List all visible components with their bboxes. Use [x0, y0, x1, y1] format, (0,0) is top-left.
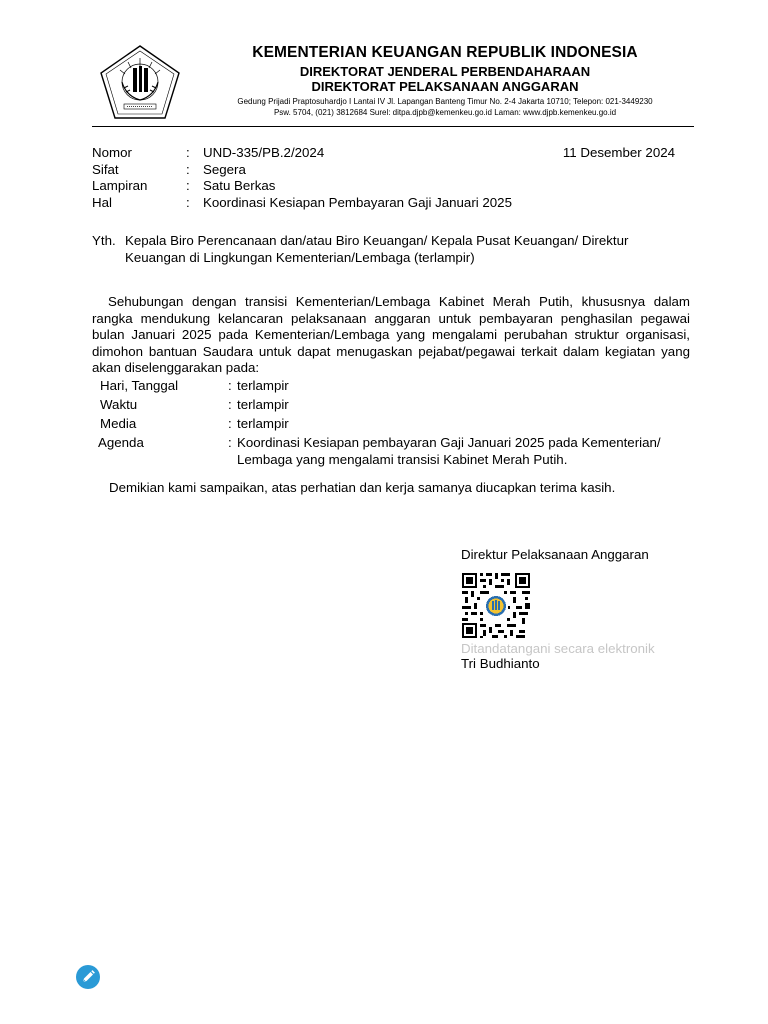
detail-row-time [100, 397, 695, 416]
detail-row-date [100, 378, 695, 397]
meta-label: Hal [92, 194, 112, 210]
detail-value: Koordinasi Kesiapan pembayaran Gaji Januari 2025 pada Kementerian/ [237, 435, 661, 450]
directorate-name: DIREKTORAT PELAKSANAAN ANGGARAN [311, 79, 579, 94]
ministry-emblem-icon [98, 44, 182, 120]
recipient-line-2: Keuangan di Lingkungan Kementerian/Lembaga (terlampir) [125, 249, 475, 265]
detail-colon: : [228, 416, 232, 431]
meta-colon: : [186, 161, 190, 177]
body-paragraph [92, 294, 690, 377]
detail-label: Waktu [100, 397, 138, 412]
event-details [100, 378, 695, 469]
meta-colon: : [186, 194, 190, 210]
qr-code-icon [461, 572, 531, 639]
meta-value: UND-335/PB.2/2024 [203, 145, 325, 160]
meta-label: Nomor [92, 145, 132, 160]
address-line-2: Psw. 5704, (021) 3812684 Surel: ditpa.djpb@kemenkeu.go.id Laman: www.djpb.kemenkeu.go.id [273, 108, 617, 117]
detail-label: Agenda [98, 435, 144, 450]
recipient-label: Yth. [92, 233, 116, 248]
body-line: dimohon bantuan Saudara untuk dapat menugaskan pejabat/pegawai terkait dalam kegiatan yang [92, 343, 690, 359]
signatory-name: Tri Budhianto [461, 656, 540, 671]
body-line: akan diselenggarakan pada: [92, 360, 260, 375]
detail-colon: : [228, 378, 232, 393]
edit-fab-button[interactable] [76, 965, 100, 989]
detail-label: Hari, Tanggal [100, 378, 179, 393]
meta-value: Segera [203, 161, 246, 177]
signatory-title: Direktur Pelaksanaan Anggaran [461, 547, 649, 562]
meta-label: Lampiran [92, 178, 148, 193]
meta-row-nature [92, 162, 682, 179]
letter-date: 11 Desember 2024 [562, 145, 675, 160]
detail-row-media [100, 416, 695, 435]
detail-label: Media [100, 416, 137, 431]
meta-label: Sifat [92, 161, 119, 177]
letterhead [190, 44, 700, 118]
edit-pen-icon [76, 965, 100, 989]
closing-sentence: Demikian kami sampaikan, atas perhatian dan kerja samanya diucapkan terima kasih. [109, 480, 616, 495]
body-line: bulan Januari 2025 pada Kementerian/Lembaga yang mengalami perubahan struktur organisasi, [92, 327, 690, 342]
directorate-general-name: DIREKTORAT JENDERAL PERBENDAHARAAN [299, 64, 591, 79]
detail-value: terlampir [237, 397, 289, 412]
detail-colon: : [228, 397, 232, 412]
meta-row-subject [92, 195, 682, 212]
meta-value: Satu Berkas [203, 178, 276, 193]
recipient-line-1: Kepala Biro Perencanaan dan/atau Biro Keuangan/ Kepala Pusat Keuangan/ Direktur [125, 233, 629, 248]
detail-row-agenda [100, 435, 695, 469]
body-line: rangka mendukung kelancaran pelaksanaan anggaran untuk pembayaran penghasilan pegawai [92, 310, 690, 326]
detail-value: terlampir [237, 378, 289, 393]
ministry-name: KEMENTERIAN KEUANGAN REPUBLIK INDONESIA [252, 44, 638, 61]
meta-row-attachment [92, 178, 682, 195]
detail-value-continued: Lembaga yang mengalami transisi Kabinet Merah Putih. [237, 451, 568, 467]
meta-value: Koordinasi Kesiapan Pembayaran Gaji Januari 2025 [203, 194, 512, 210]
detail-value: terlampir [237, 416, 289, 431]
detail-colon: : [228, 435, 232, 450]
letterhead-divider [92, 126, 694, 127]
meta-colon: : [186, 178, 190, 193]
address-line-1: Gedung Prijadi Praptosuhardjo I Lantai IV Jl. Lapangan Banteng Timur No. 2-4 Jakarta 10710; Telepon: 021-3449230 [237, 97, 653, 106]
meta-colon: : [186, 145, 190, 160]
electronic-signature-note: Ditandatangani secara elektronik [461, 641, 655, 656]
body-line: Sehubungan dengan transisi Kementerian/Lembaga Kabinet Merah Putih, khususnya dalam [108, 294, 690, 309]
